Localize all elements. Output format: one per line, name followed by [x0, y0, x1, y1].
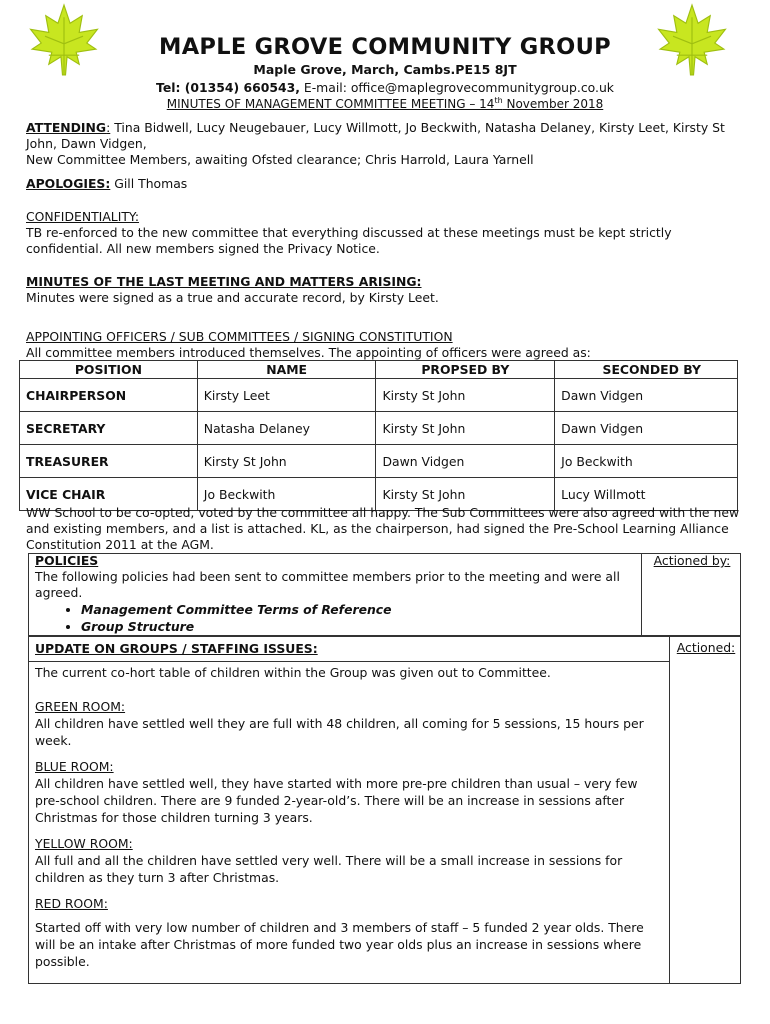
apologies-label: APOLOGIES:	[26, 176, 111, 191]
seconded-cell: Lucy Willmott	[555, 478, 738, 511]
confidentiality-section	[26, 209, 751, 257]
table-row	[20, 379, 738, 412]
column-header: PROPSED BY	[376, 361, 555, 379]
list-item: • Group Structure	[81, 618, 635, 635]
meeting-title-text: MINUTES OF MANAGEMENT COMMITTEE MEETING – 14	[166, 97, 495, 111]
officers-section	[26, 329, 751, 361]
groups-content	[35, 664, 660, 970]
meeting-title	[0, 96, 770, 111]
list-item: • Management Committee Terms of Reference	[81, 601, 635, 618]
policies-actioned-label: Actioned by:	[653, 553, 731, 568]
policies-actioned-column	[641, 553, 742, 636]
confidentiality-heading: CONFIDENTIALITY:	[26, 209, 140, 224]
new-members: New Committee Members, awaiting Ofsted clearance; Chris Harrold, Laura Yarnell	[26, 152, 534, 167]
groups-box	[28, 636, 741, 984]
room-name: YELLOW ROOM:	[35, 836, 133, 851]
confidentiality-text: TB re-enforced to the new committee that everything discussed at these meetings must be kept strictly confidential. All new members signed the Privacy Notice.	[26, 225, 672, 256]
organisation-address: Maple Grove, March, Cambs.PE15 8JT	[253, 62, 517, 77]
policies-content	[35, 553, 635, 635]
position-cell: TREASURER	[20, 445, 198, 478]
telephone: Tel: (01354) 660543,	[156, 80, 300, 95]
attending-label: ATTENDING	[26, 120, 107, 135]
name-cell: Kirsty Leet	[197, 379, 376, 412]
groups-actioned-column	[669, 636, 742, 984]
officers-intro: All committee members introduced themselves. The appointing of officers were agreed as:	[26, 345, 591, 360]
proposed-cell: Dawn Vidgen	[376, 445, 555, 478]
policies-heading: POLICIES	[35, 553, 99, 568]
proposed-cell: Kirsty St John	[376, 379, 555, 412]
proposed-cell: Kirsty St John	[376, 478, 555, 511]
attending-colon: :	[106, 120, 111, 135]
groups-heading: UPDATE ON GROUPS / STAFFING ISSUES:	[35, 641, 318, 656]
seconded-cell: Dawn Vidgen	[555, 412, 738, 445]
position-cell: SECRETARY	[20, 412, 198, 445]
meeting-title-sup: th	[494, 96, 503, 105]
table-row	[20, 412, 738, 445]
apologies-section	[26, 176, 751, 192]
column-header: SECONDED BY	[555, 361, 738, 379]
contact-line	[0, 80, 770, 95]
officers-heading: APPOINTING OFFICERS / SUB COMMITTEES / SIGNING CONSTITUTION	[26, 329, 453, 344]
minutes-text: Minutes were signed as a true and accurate record, by Kirsty Leet.	[26, 290, 439, 305]
room-text: All children have settled well they are full with 48 children, all coming for 5 sessions, 15 hours per week.	[35, 716, 644, 748]
name-cell: Kirsty St John	[197, 445, 376, 478]
policies-text: The following policies had been sent to committee members prior to the meeting and were all agreed.	[35, 569, 620, 600]
groups-divider	[29, 661, 669, 662]
policies-list	[35, 601, 635, 635]
name-cell: Natasha Delaney	[197, 412, 376, 445]
groups-intro: The current co-hort table of children within the Group was given out to Committee.	[35, 665, 551, 680]
apologies-names: Gill Thomas	[110, 176, 188, 191]
column-header: NAME	[197, 361, 376, 379]
seconded-cell: Jo Beckwith	[555, 445, 738, 478]
position-cell: CHAIRPERSON	[20, 379, 198, 412]
organisation-title: MAPLE GROVE COMMUNITY GROUP	[159, 34, 611, 60]
proposed-cell: Kirsty St John	[376, 412, 555, 445]
table-header-row	[20, 361, 738, 379]
meeting-date: November 2018	[502, 97, 604, 111]
officers-table	[19, 360, 738, 511]
minutes-section	[26, 274, 751, 306]
attending-section	[26, 120, 751, 168]
policies-box	[28, 553, 741, 636]
table-row	[20, 445, 738, 478]
room-name: GREEN ROOM:	[35, 699, 126, 714]
officers-after-text: WW School to be co-opted, voted by the committee all happy. The Sub Committees were also agreed with the new and existing members, and a list is attached. KL, as the chairperson, had signed the Pre-School Learning Alliance Constitution 2011 at the AGM.	[26, 505, 740, 552]
attending-names: Tina Bidwell, Lucy Neugebauer, Lucy Willmott, Jo Beckwith, Natasha Delaney, Kirsty Leet, Kirsty St John, Dawn Vidgen,	[26, 120, 725, 151]
room-text: All full and all the children have settled very well. There will be a small increase in sessions for children as they turn 3 after Christmas.	[35, 853, 623, 885]
room-text: Started off with very low number of children and 3 members of staff – 5 funded 2 year olds. There will be an intake after Christmas of more funded two year olds plus an increase in sessions where possible.	[35, 920, 644, 969]
room-name: BLUE ROOM:	[35, 759, 114, 774]
email: E-mail: office@maplegrovecommunitygroup.co.uk	[299, 80, 614, 95]
column-header: POSITION	[20, 361, 198, 379]
room-name: RED ROOM:	[35, 896, 108, 911]
groups-actioned-label: Actioned:	[676, 640, 736, 655]
room-text: All children have settled well, they have started with more pre-pre children than usual – very few pre-school children. There are 9 funded 2-year-old’s. There will be an increase in sessions after Christmas for those children turning 3 years.	[35, 776, 638, 825]
seconded-cell: Dawn Vidgen	[555, 379, 738, 412]
name-cell: Jo Beckwith	[197, 478, 376, 511]
minutes-heading: MINUTES OF THE LAST MEETING AND MATTERS ARISING:	[26, 274, 422, 289]
position-cell: VICE CHAIR	[20, 478, 198, 511]
